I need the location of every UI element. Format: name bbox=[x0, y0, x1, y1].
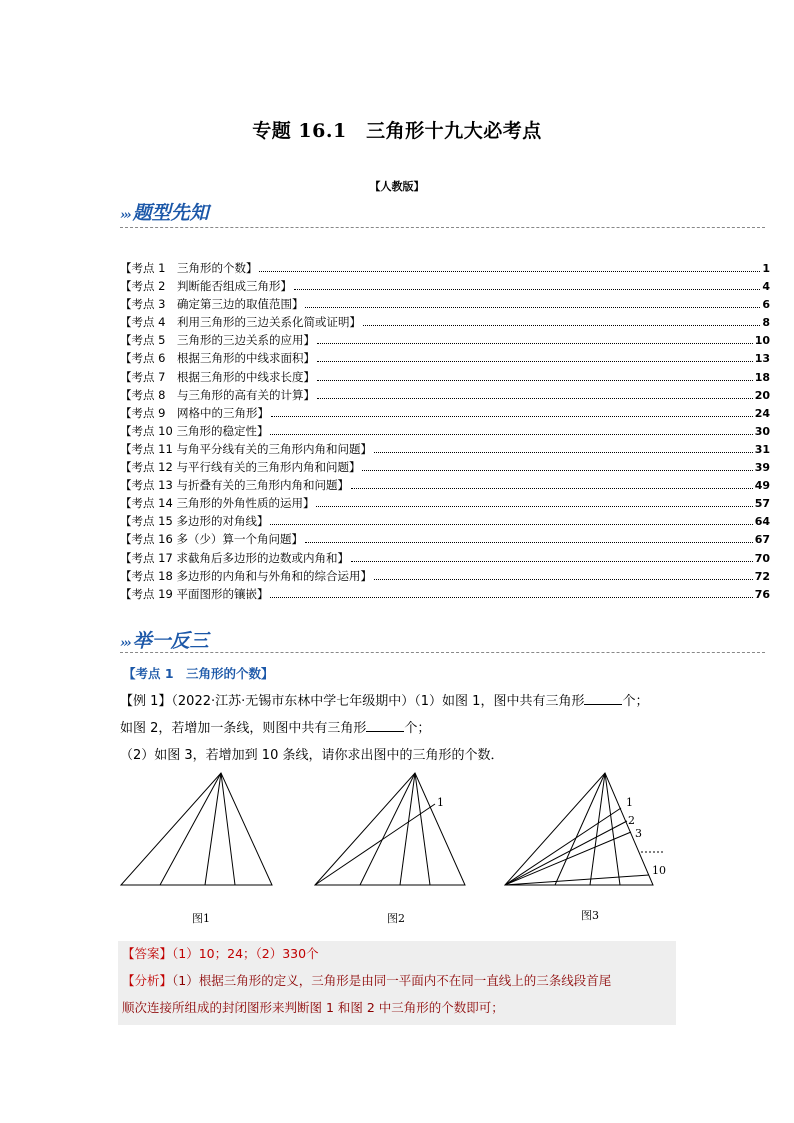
answer-label: 【答案】 bbox=[122, 946, 173, 961]
fig3-label-3: 3 bbox=[635, 827, 642, 840]
figure-3-caption: 图3 bbox=[581, 909, 599, 922]
toc-entry-key: 【考点 2 bbox=[120, 279, 177, 294]
toc-entry-title: 平面图形的镶嵌】 bbox=[176, 586, 269, 601]
toc-entry-key: 【考点 8 bbox=[120, 387, 177, 402]
fig3-label-2: 2 bbox=[628, 814, 635, 827]
question-1-d: 个； bbox=[404, 721, 431, 736]
toc-entry[interactable] bbox=[120, 549, 770, 567]
toc-entry[interactable] bbox=[120, 585, 770, 603]
answer-line bbox=[122, 940, 674, 967]
toc-entry[interactable] bbox=[120, 458, 770, 476]
toc-entry[interactable] bbox=[120, 512, 770, 530]
toc-leader-dots bbox=[351, 561, 753, 562]
toc-entry-key: 【考点 13 bbox=[120, 478, 177, 493]
toc-entry-key: 【考点 14 bbox=[120, 496, 177, 511]
toc-entry-page: 20 bbox=[754, 388, 770, 402]
analysis-line-1 bbox=[122, 967, 674, 994]
toc-entry-title: 多边形的内角和与外角和的综合运用】 bbox=[176, 568, 372, 583]
toc-entry[interactable] bbox=[120, 404, 770, 422]
toc-entry[interactable] bbox=[120, 295, 770, 313]
toc-entry-page: 49 bbox=[754, 479, 770, 493]
toc-entry[interactable] bbox=[120, 476, 770, 494]
toc-entry-page: 24 bbox=[754, 406, 770, 420]
toc-leader-dots bbox=[270, 597, 752, 598]
toc-entry-page: 4 bbox=[762, 280, 770, 294]
triangle-figures bbox=[115, 768, 685, 933]
toc-entry-page: 67 bbox=[754, 533, 770, 547]
banner-outline bbox=[120, 198, 209, 225]
banner-arrows-icon: ››› bbox=[120, 636, 130, 651]
question-1-b: 个； bbox=[622, 694, 649, 709]
toc-entry-page: 8 bbox=[762, 316, 770, 330]
toc-entry-title: 与折叠有关的三角形内角和问题】 bbox=[176, 478, 349, 493]
fig2-label-1: 1 bbox=[437, 796, 444, 809]
toc-entry-key: 【考点 18 bbox=[120, 568, 177, 583]
toc-entry[interactable] bbox=[120, 313, 770, 331]
banner-practice bbox=[120, 626, 209, 653]
figure-1 bbox=[121, 773, 272, 885]
toc-entry-key: 【考点 15 bbox=[120, 514, 177, 529]
toc-leader-dots bbox=[362, 470, 752, 471]
example-line-1 bbox=[120, 688, 680, 715]
question-1-c: 如图 2，若增加一条线，则图中共有三角形 bbox=[120, 721, 367, 736]
toc-entry-title: 与平行线有关的三角形内角和问题】 bbox=[176, 460, 361, 475]
toc-entry-key: 【考点 17 bbox=[120, 550, 177, 565]
toc-leader-dots bbox=[305, 542, 753, 543]
toc-entry-title: 根据三角形的中线求面积】 bbox=[176, 351, 315, 366]
toc-entry-key: 【考点 11 bbox=[120, 441, 177, 456]
toc-entry[interactable] bbox=[120, 368, 770, 386]
toc-leader-dots bbox=[351, 488, 753, 489]
toc-entry-page: 18 bbox=[754, 370, 770, 384]
toc-entry-key: 【考点 9 bbox=[120, 405, 177, 420]
toc-entry[interactable] bbox=[120, 494, 770, 512]
analysis-line-2 bbox=[122, 994, 674, 1021]
toc-leader-dots bbox=[271, 416, 753, 417]
toc-leader-dots bbox=[270, 434, 752, 435]
banner-outline-text: 题型先知 bbox=[132, 202, 209, 224]
toc-entry-title: 三角形的稳定性】 bbox=[176, 423, 269, 438]
analysis-text-2: 顺次连接所组成的封闭图形来判断图 1 和图 2 中三角形的个数即可； bbox=[122, 1000, 504, 1015]
toc-entry-key: 【考点 16 bbox=[120, 532, 177, 547]
toc-entry-title: 三角形的个数】 bbox=[176, 261, 258, 275]
toc-entry-key: 【考点 6 bbox=[120, 351, 177, 366]
toc-entry-key: 【考点 5 bbox=[120, 333, 177, 348]
toc-entry[interactable] bbox=[120, 259, 770, 277]
toc-entry-page: 70 bbox=[754, 551, 770, 565]
toc-entry-title: 多（少）算一个角问题】 bbox=[176, 532, 303, 547]
analysis-label: 【分析】 bbox=[122, 973, 173, 988]
toc-entry-title: 三角形的三边关系的应用】 bbox=[176, 333, 315, 348]
toc-leader-dots bbox=[317, 343, 753, 344]
toc-leader-dots bbox=[317, 398, 753, 399]
example-line-2 bbox=[120, 715, 680, 742]
toc-entry-title: 根据三角形的中线求长度】 bbox=[176, 369, 315, 384]
toc-entry[interactable] bbox=[120, 530, 770, 548]
toc-leader-dots bbox=[294, 289, 760, 290]
fig3-label-10: 10 bbox=[652, 864, 666, 877]
toc-entry-key: 【考点 1 bbox=[120, 261, 177, 275]
banner-practice-divider bbox=[120, 652, 765, 653]
toc-leader-dots bbox=[374, 452, 753, 453]
toc-entry[interactable] bbox=[120, 567, 770, 585]
toc-entry[interactable] bbox=[120, 277, 770, 295]
answer-blank-1 bbox=[584, 692, 622, 705]
example-label: 【例 1】 bbox=[120, 694, 172, 709]
figure-2-caption: 图2 bbox=[387, 912, 405, 925]
toc-entry-key: 【考点 4 bbox=[120, 315, 177, 330]
toc-entry-page: 1 bbox=[762, 262, 770, 275]
toc-entry-title: 多边形的对角线】 bbox=[176, 514, 269, 529]
toc-entry-page: 72 bbox=[754, 569, 770, 583]
toc-entry-title: 利用三角形的三边关系化简或证明】 bbox=[176, 315, 361, 330]
toc-entry-key: 【考点 7 bbox=[120, 369, 177, 384]
banner-practice-text: 举一反三 bbox=[132, 630, 209, 652]
toc-entry-page: 31 bbox=[754, 442, 770, 456]
fig3-label-1: 1 bbox=[626, 796, 633, 809]
toc-entry[interactable] bbox=[120, 386, 770, 404]
figure-1-caption: 图1 bbox=[192, 912, 210, 925]
analysis-text-1: （1）根据三角形的定义，三角形是由同一平面内不在同一直线上的三条线段首尾 bbox=[172, 973, 612, 988]
toc-entry-title: 确定第三边的取值范围】 bbox=[176, 297, 304, 312]
toc-entry-title: 求截角后多边形的边数或内角和】 bbox=[176, 550, 349, 565]
toc-leader-dots bbox=[363, 325, 760, 326]
toc-entry-page: 64 bbox=[754, 515, 770, 529]
toc-entry-page: 30 bbox=[754, 424, 770, 438]
toc-leader-dots bbox=[259, 271, 760, 272]
toc-entry-title: 与角平分线有关的三角形内角和问题】 bbox=[176, 441, 372, 456]
section-heading: 【考点 1 三角形的个数】 bbox=[123, 666, 274, 681]
toc-entry-title: 判断能否组成三角形】 bbox=[176, 279, 292, 294]
question-2: （2）如图 3，若增加到 10 条线，请你求出图中的三角形的个数． bbox=[120, 748, 504, 763]
question-1-a: （1）如图 1，图中共有三角形 bbox=[414, 694, 585, 709]
toc-leader-dots bbox=[317, 380, 753, 381]
toc-entry-page: 13 bbox=[754, 352, 770, 366]
toc-leader-dots bbox=[374, 579, 753, 580]
answer-text: （1）10；24；（2）330个 bbox=[172, 946, 319, 961]
toc-entry-title: 三角形的外角性质的运用】 bbox=[176, 496, 315, 511]
toc-entry[interactable] bbox=[120, 349, 770, 367]
answer-blank-2 bbox=[366, 719, 404, 732]
toc-leader-dots bbox=[270, 524, 752, 525]
banner-outline-divider bbox=[120, 227, 765, 228]
toc-entry[interactable] bbox=[120, 331, 770, 349]
toc-entry-page: 57 bbox=[754, 497, 770, 511]
example-source: （2022·江苏·无锡市东林中学七年级期中） bbox=[171, 694, 415, 709]
edition-label: 【人教版】 bbox=[369, 180, 425, 193]
toc-entry-key: 【考点 12 bbox=[120, 460, 177, 475]
toc-leader-dots bbox=[317, 361, 753, 362]
toc-entry-page: 39 bbox=[754, 461, 770, 475]
toc-entry[interactable] bbox=[120, 440, 770, 458]
table-of-contents bbox=[120, 259, 770, 603]
toc-entry-title: 与三角形的高有关的计算】 bbox=[176, 387, 315, 402]
toc-entry-key: 【考点 19 bbox=[120, 586, 177, 601]
toc-leader-dots bbox=[316, 506, 752, 507]
document-title: 专题 16.1 三角形十九大必考点 bbox=[252, 120, 542, 142]
toc-entry-page: 10 bbox=[754, 334, 770, 348]
figure-2 bbox=[315, 773, 465, 885]
toc-entry[interactable] bbox=[120, 422, 770, 440]
toc-entry-title: 网格中的三角形】 bbox=[176, 405, 269, 420]
banner-arrows-icon: ››› bbox=[120, 208, 130, 223]
toc-entry-key: 【考点 3 bbox=[120, 297, 177, 312]
toc-leader-dots bbox=[305, 307, 760, 308]
toc-entry-page: 6 bbox=[762, 298, 770, 312]
toc-entry-page: 76 bbox=[754, 587, 770, 601]
toc-entry-key: 【考点 10 bbox=[120, 423, 177, 438]
